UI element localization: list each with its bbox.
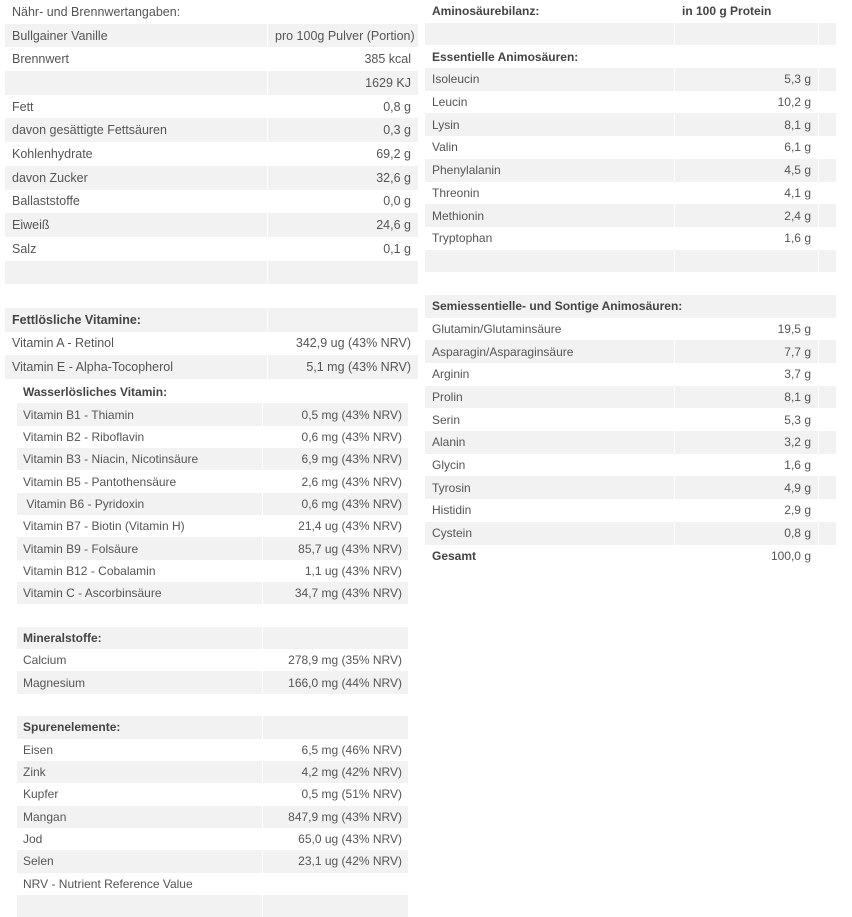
row-value: 6,9 mg (43% NRV)	[263, 448, 408, 470]
row-label: Threonin	[425, 182, 675, 205]
table-row-empty	[17, 604, 408, 626]
vitamine-mineralstoffe-table	[17, 381, 408, 917]
row-value: 2,6 mg (43% NRV)	[301, 474, 402, 489]
row-label: Vitamin E - Alpha-Tocopherol	[5, 355, 268, 379]
gesamt-value: 100,0 g	[675, 545, 819, 568]
in-100g-protein-header: in 100 g Protein	[682, 4, 772, 19]
table-total-row	[425, 545, 836, 568]
row-label: Arginin	[425, 363, 675, 386]
table-row	[17, 426, 408, 448]
table-row-empty	[425, 23, 836, 46]
table-row	[425, 522, 836, 545]
table-row	[17, 493, 408, 515]
row-value: 847,9 mg (43% NRV)	[263, 806, 408, 828]
row-label: Bullgainer Vanille	[5, 24, 268, 48]
table-row	[425, 227, 836, 250]
row-label: Prolin	[425, 386, 675, 409]
table-row	[425, 182, 836, 205]
row-value: 32,6 g	[268, 166, 418, 190]
row-value: 23,1 ug (42% NRV)	[263, 850, 408, 872]
row-value: 1,1 ug (43% NRV)	[304, 563, 402, 578]
row-value: 8,1 g	[675, 386, 819, 409]
row-label: davon gesättigte Fettsäuren	[5, 118, 268, 142]
row-label: Lysin	[425, 113, 675, 136]
naehrwerte-table	[5, 0, 418, 379]
table-row	[425, 386, 836, 409]
row-value: 0,6 mg (43% NRV)	[301, 429, 402, 444]
row-value: 69,2 g	[376, 146, 411, 161]
table-row	[5, 118, 418, 142]
table-row-empty	[5, 284, 418, 308]
row-value: 0,1 g	[383, 241, 411, 256]
section-header-row	[17, 716, 408, 738]
table-row	[5, 213, 418, 237]
row-value: 3,7 g	[675, 363, 819, 386]
table-row	[425, 318, 836, 341]
table-row	[17, 806, 408, 828]
row-label: Vitamin B1 - Thiamin	[17, 403, 263, 425]
row-value: 2,9 g	[675, 499, 819, 522]
row-label: Alanin	[425, 431, 675, 454]
table-row	[17, 761, 408, 783]
table-row-empty	[425, 272, 836, 295]
table-row	[17, 671, 408, 693]
row-value: 6,1 g	[675, 136, 819, 159]
row-label: Phenylalanin	[425, 159, 675, 182]
table-row	[17, 783, 408, 805]
wasserloesliche-vitamine-title: Wasserlösliches Vitamin:	[23, 385, 168, 400]
row-value: 4,1 g	[675, 182, 819, 205]
row-value: 8,1 g	[675, 113, 819, 136]
row-value: 6,5 mg (46% NRV)	[301, 742, 402, 757]
row-value: 21,4 ug (43% NRV)	[298, 519, 402, 534]
row-label: Serin	[425, 408, 675, 431]
table-row	[17, 649, 408, 671]
table-row	[5, 355, 418, 379]
row-label: Leucin	[425, 91, 675, 114]
table-row-empty	[425, 250, 836, 273]
table-row	[425, 340, 836, 363]
row-value: 65,0 ug (43% NRV)	[298, 832, 402, 847]
table-row	[425, 476, 836, 499]
table-row	[425, 136, 836, 159]
table-row	[17, 515, 408, 537]
table-row	[425, 204, 836, 227]
row-value: 0,5 mg (43% NRV)	[263, 403, 408, 425]
gesamt-label: Gesamt	[425, 545, 675, 568]
row-label: Histidin	[425, 499, 675, 522]
table-row-empty	[17, 694, 408, 716]
row-value: 166,0 mg (44% NRV)	[263, 671, 408, 693]
row-value: pro 100g Pulver (Portion)	[268, 24, 418, 48]
row-label: davon Zucker	[5, 166, 268, 190]
table-row	[17, 873, 408, 895]
table-row	[17, 403, 408, 425]
row-value: 0,0 g	[383, 194, 411, 209]
row-label	[5, 71, 268, 95]
row-label: Glycin	[425, 454, 675, 477]
row-value: 5,3 g	[675, 68, 819, 91]
row-value: 34,7 mg (43% NRV)	[263, 582, 408, 604]
row-label: Eisen	[17, 739, 263, 761]
table-row	[17, 828, 408, 850]
row-label: Brennwert	[5, 47, 268, 71]
row-label: Asparagin/Asparaginsäure	[425, 340, 675, 363]
table-row	[5, 95, 418, 119]
table-header-row	[425, 0, 836, 23]
row-label: Selen	[17, 850, 263, 872]
table-row	[425, 454, 836, 477]
row-value: 4,2 mg (42% NRV)	[263, 761, 408, 783]
nrv-footnote: NRV - Nutrient Reference Value	[23, 876, 193, 891]
row-value: 0,8 g	[383, 99, 411, 114]
section-header-row	[425, 295, 836, 318]
table-row	[425, 113, 836, 136]
table-row-empty	[5, 261, 418, 285]
row-value: 4,5 g	[675, 159, 819, 182]
table-row	[5, 166, 418, 190]
row-label: Vitamin B12 - Cobalamin	[17, 560, 263, 582]
table-row	[5, 24, 418, 48]
row-label: Kupfer	[17, 783, 263, 805]
table-row	[17, 582, 408, 604]
table-row	[425, 68, 836, 91]
row-label: Tryptophan	[425, 227, 675, 250]
spurenelemente-title: Spurenelemente:	[17, 716, 263, 738]
row-label: Valin	[425, 136, 675, 159]
row-value: 10,2 g	[675, 91, 819, 114]
row-label: Vitamin B9 - Folsäure	[17, 537, 263, 559]
table-row	[17, 739, 408, 761]
row-value: 3,2 g	[675, 431, 819, 454]
row-value: 1,6 g	[675, 454, 819, 477]
row-value: 5,1 mg (43% NRV)	[268, 355, 418, 379]
row-label: Vitamin B2 - Riboflavin	[17, 426, 263, 448]
row-value: 0,5 mg (51% NRV)	[301, 787, 402, 802]
row-value: 1,6 g	[675, 227, 819, 250]
row-value: 5,3 g	[675, 408, 819, 431]
row-label: Salz	[5, 237, 268, 261]
table-row	[17, 850, 408, 872]
row-value: 2,4 g	[675, 204, 819, 227]
table-row	[17, 560, 408, 582]
semiessentielle-aminosaeuren-title: Semiessentielle- und Sontige Animosäuren:	[425, 295, 836, 318]
table-row	[425, 363, 836, 386]
row-value: 1629 KJ	[268, 71, 418, 95]
table-row	[5, 142, 418, 166]
row-label: Vitamin A - Retinol	[5, 332, 268, 356]
row-label: Cystein	[425, 522, 675, 545]
row-label: Vitamin B7 - Biotin (Vitamin H)	[17, 515, 263, 537]
row-value: 24,6 g	[268, 213, 418, 237]
row-value: 85,7 ug (43% NRV)	[263, 537, 408, 559]
table-row-empty	[17, 895, 408, 917]
row-value: 342,9 ug (43% NRV)	[295, 336, 411, 351]
section-header-row	[5, 308, 418, 332]
table-row	[17, 448, 408, 470]
table-row	[17, 537, 408, 559]
row-label: Isoleucin	[425, 68, 675, 91]
aminosaeure-table	[425, 0, 836, 567]
aminosaeurebilanz-header: Aminosäurebilanz:	[432, 4, 540, 19]
row-label: Vitamin C - Ascorbinsäure	[17, 582, 263, 604]
row-value: 0,3 g	[268, 118, 418, 142]
table-row	[17, 470, 408, 492]
mineralstoffe-title: Mineralstoffe:	[17, 627, 263, 649]
row-value: 4,9 g	[675, 476, 819, 499]
row-label: Magnesium	[17, 671, 263, 693]
row-value: 0,8 g	[675, 522, 819, 545]
essentielle-aminosaeuren-title: Essentielle Animosäuren:	[432, 49, 579, 64]
row-value: 0,6 mg (43% NRV)	[263, 493, 408, 515]
section-header-row	[17, 627, 408, 649]
table-row	[5, 332, 418, 356]
row-label: Jod	[17, 828, 263, 850]
naehrwerte-title: Nähr- und Brennwertangaben:	[12, 4, 181, 19]
row-value: 278,9 mg (35% NRV)	[288, 653, 402, 668]
fettloesliche-vitamine-title: Fettlösliche Vitamine:	[5, 308, 268, 332]
table-row	[5, 190, 418, 214]
row-label: Calcium	[17, 649, 263, 671]
row-value: 19,5 g	[675, 318, 819, 341]
row-label: Vitamin B3 - Niacin, Nicotinsäure	[17, 448, 263, 470]
section-header-row	[17, 381, 408, 403]
row-label: Vitamin B6 - Pyridoxin	[17, 493, 263, 515]
section-header-row	[425, 45, 836, 68]
row-label: Eiweiß	[5, 213, 268, 237]
table-row	[425, 431, 836, 454]
table-row	[425, 408, 836, 431]
table-row	[5, 0, 418, 24]
table-row	[425, 159, 836, 182]
row-label: Fett	[5, 95, 268, 119]
row-label: Kohlenhydrate	[5, 142, 268, 166]
row-label: Tyrosin	[425, 476, 675, 499]
row-value: 7,7 g	[675, 340, 819, 363]
row-value: 385 kcal	[364, 52, 411, 67]
table-row	[5, 237, 418, 261]
row-label: Zink	[17, 761, 263, 783]
table-row	[5, 71, 418, 95]
table-row	[425, 91, 836, 114]
row-label: Vitamin B5 - Pantothensäure	[17, 470, 263, 492]
table-row	[425, 499, 836, 522]
row-label: Methionin	[425, 204, 675, 227]
table-row	[5, 47, 418, 71]
row-label: Mangan	[17, 806, 263, 828]
row-label: Glutamin/Glutaminsäure	[425, 318, 675, 341]
row-label: Ballaststoffe	[5, 190, 268, 214]
